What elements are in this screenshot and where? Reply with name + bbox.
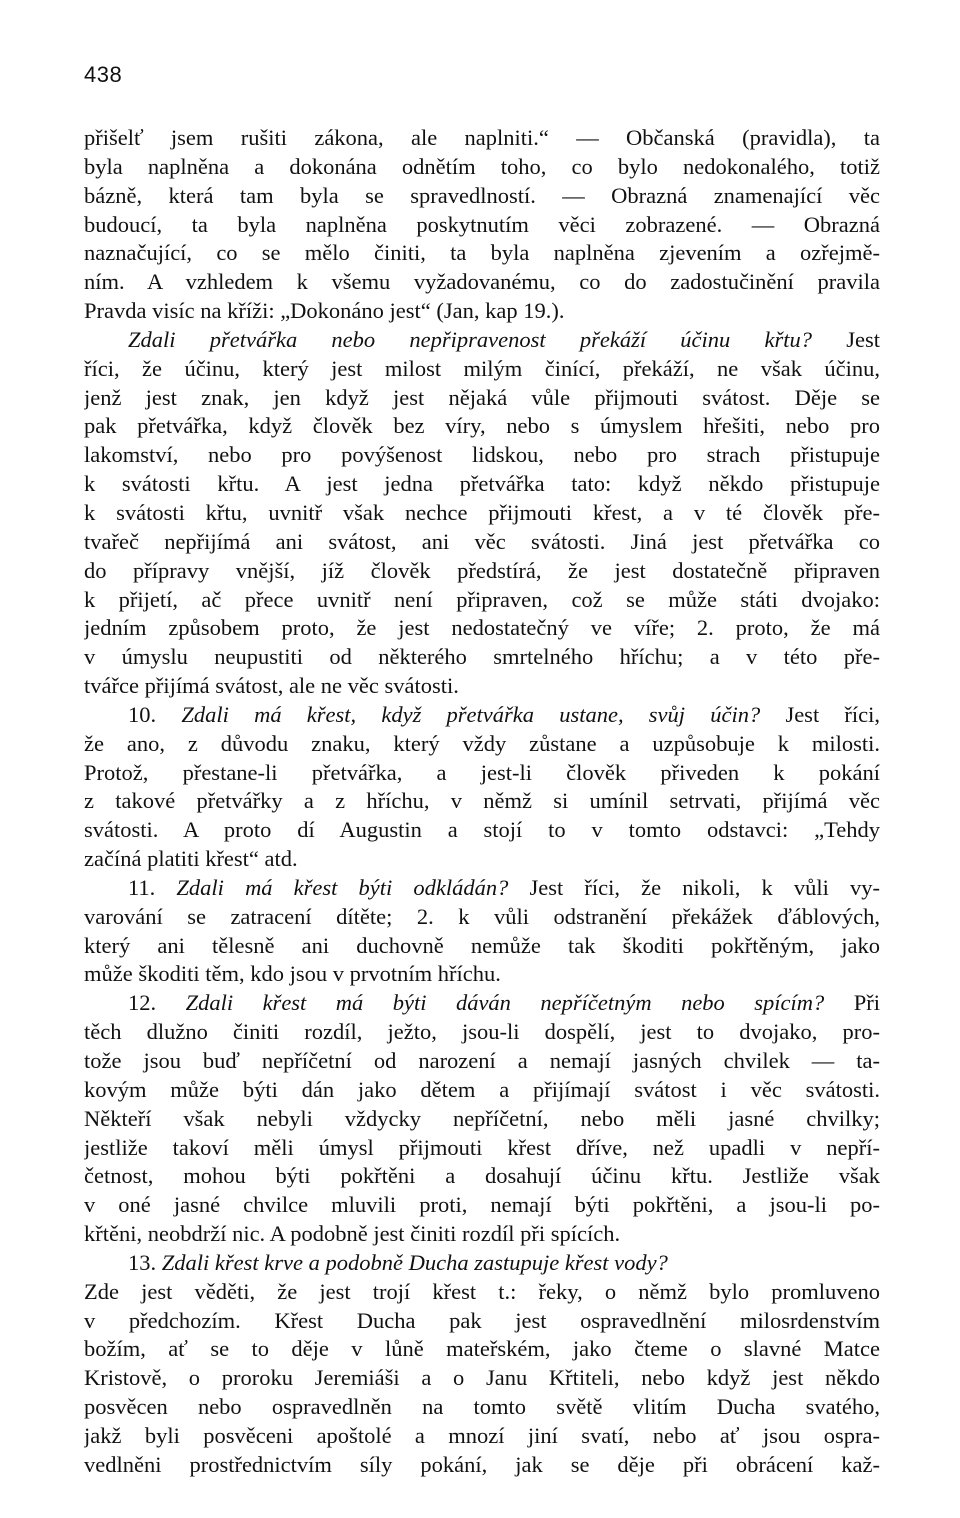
- text-line: [84, 124, 880, 153]
- line-text: Jest: [812, 326, 880, 352]
- line-text: Pravda visíc na kříži: „Dokonáno jest“ (Jan, kap 19.).: [84, 298, 565, 324]
- line-text: Při: [824, 990, 880, 1016]
- section-number: 12.: [128, 990, 186, 1016]
- text-line: [84, 1220, 880, 1249]
- line-text: který ani tělesně ani duchovně nemůže tak škoditi pokřtěným, jako: [84, 932, 880, 958]
- text-line: [84, 1364, 880, 1393]
- text-line: [84, 730, 880, 759]
- section-question: Zdali má křest býti odkládán?: [176, 874, 509, 900]
- line-text: tvařeč nepřijímá ani svátost, ani věc svátosti. Jiná jest přetvářka co: [84, 528, 880, 554]
- page-number: 438: [84, 62, 123, 87]
- text-line: [84, 960, 880, 989]
- line-text: varování se zatracení dítěte; 2. k vůli odstranění překážek ďáblových,: [84, 903, 880, 929]
- line-text: jestliže takoví měli úmysl přijmouti křest dříve, než upadli v nepří-: [84, 1134, 880, 1160]
- text-line: [84, 557, 880, 586]
- line-text: svátosti. A proto dí Augustin a stojí to v tomto odstavci: „Tehdy: [84, 817, 880, 843]
- line-text: k svátosti křtu, uvnitř však nechce přijmouti křest, a v té člověk pře-: [84, 499, 880, 525]
- line-text: vedlněni prostřednictvím síly pokání, jak se děje při obrácení kaž-: [84, 1451, 880, 1477]
- text-line: [84, 470, 880, 499]
- line-text: začíná platiti křest“ atd.: [84, 846, 298, 872]
- line-text: těch dlužno činiti rozdíl, ježto, jsou-li dospělí, jest to dvojako, pro-: [84, 1019, 880, 1045]
- line-text: tvářce přijímá svátost, ale ne věc svátosti.: [84, 673, 459, 699]
- text-line: [84, 787, 880, 816]
- body-text: [84, 124, 880, 1480]
- section-number: 10.: [128, 701, 182, 727]
- section-number: 11.: [128, 874, 177, 900]
- line-text: z takové přetvářky a z hříchu, v němž si umínil setrvati, přijímá věc: [84, 788, 880, 814]
- line-text: může škoditi těm, kdo jsou v prvotním hříchu.: [84, 961, 501, 987]
- line-text: Jest říci,: [760, 701, 880, 727]
- text-line: [84, 989, 880, 1018]
- line-text: Jest říci, že nikoli, k vůli vy-: [508, 874, 880, 900]
- line-text: k přijetí, ač přece uvnitř není připraven, což se může státi dvojako:: [84, 586, 880, 612]
- text-line: [84, 1335, 880, 1364]
- line-text: v oné jasné chvilce mluvili proti, nemají býti pokřtěni, a jsou-li po-: [84, 1192, 880, 1218]
- line-text: že ano, z důvodu znaku, který vždy zůstane a uzpůsobuje k milosti.: [84, 730, 880, 756]
- line-text: božím, ať se to děje v lůně mateřském, jako čteme o slavné Matce: [84, 1336, 880, 1362]
- line-text: k svátosti křtu. A jest jedna přetvářka tato: když někdo přistupuje: [84, 471, 880, 497]
- line-text: jedním způsobem proto, že jest nedostatečný ve víře; 2. proto, že má: [84, 615, 880, 641]
- text-line: [84, 845, 880, 874]
- text-line: [84, 614, 880, 643]
- line-text: naznačující, co se mělo činiti, ta byla naplněna zjevením a ozřejmě-: [84, 240, 880, 266]
- text-line: [84, 412, 880, 441]
- text-line: [84, 211, 880, 240]
- text-line: [84, 384, 880, 413]
- text-line: [84, 528, 880, 557]
- line-text: tože jsou buď nepříčetní od narození a nemají jasných chvilek — ta-: [84, 1048, 880, 1073]
- line-text: četnost, mohou býti pokřtěni a dosahují účinu křtu. Jestliže však: [84, 1163, 880, 1189]
- section-question: Zdali křest krve a podobně Ducha zastupuje křest vody?: [161, 1249, 668, 1275]
- text-line: [84, 1018, 880, 1047]
- text-line: [84, 1249, 880, 1278]
- line-text: pak přetvářka, když člověk bez víry, nebo s úmyslem hřešiti, nebo pro: [84, 413, 880, 439]
- line-text: byla naplněna a dokonána odnětím toho, co bylo nedokonalého, totiž: [84, 153, 880, 179]
- section-question: Zdali má křest, když přetvářka ustane, svůj účin?: [181, 701, 761, 727]
- line-text: posvěcen nebo ospravedlněn na tomto světě vlitím Ducha svatého,: [84, 1394, 880, 1420]
- text-line: [84, 903, 880, 932]
- text-line: [84, 1278, 880, 1307]
- line-text: křtěni, neobdrží nic. A podobně jest činiti rozdíl při spících.: [84, 1221, 621, 1247]
- line-text: Někteří však nebyli vždycky nepříčetní, nebo měli jasné chvilky;: [84, 1105, 880, 1131]
- line-text: bázně, která tam byla se spravedlností. — Obrazná znamenající věc: [84, 182, 880, 208]
- text-line: [84, 672, 880, 701]
- text-line: [84, 643, 880, 672]
- line-text: Zde jest věděti, že jest trojí křest t.: řeky, o němž bylo promluveno: [84, 1278, 880, 1304]
- text-line: [84, 1307, 880, 1336]
- text-line: [84, 1134, 880, 1163]
- section-number: 13.: [128, 1249, 162, 1275]
- text-line: [84, 239, 880, 268]
- text-line: [84, 1076, 880, 1105]
- text-line: [84, 816, 880, 845]
- line-text: Kristově, o proroku Jeremiáši a o Janu Křtiteli, nebo když jest někdo: [84, 1365, 880, 1391]
- text-line: [84, 874, 880, 903]
- text-line: [84, 586, 880, 615]
- text-line: [84, 1162, 880, 1191]
- line-text: kovým může býti dán jako dětem a přijímají svátost i věc svátosti.: [84, 1076, 880, 1102]
- line-text: do přípravy vnější, jíž člověk předstírá, že jest dostatečně připraven: [84, 557, 880, 583]
- text-line: [84, 326, 880, 355]
- text-line: [84, 297, 880, 326]
- text-line: [84, 1191, 880, 1220]
- section-question: Zdali křest má býti dáván nepříčetným nebo spícím?: [185, 990, 825, 1016]
- line-text: lakomství, nebo pro povýšenost lidskou, nebo pro strach přistupuje: [84, 442, 880, 468]
- line-text: říci, že účinu, který jest milost milým činící, překáží, ne však účinu,: [84, 355, 880, 381]
- line-text: jakž byli posvěceni apoštolé a mnozí jiní svatí, nebo ať jsou ospra-: [84, 1422, 880, 1448]
- text-line: [84, 268, 880, 297]
- text-line: [84, 1422, 880, 1451]
- text-line: [84, 355, 880, 384]
- text-line: [84, 1047, 880, 1076]
- text-line: [84, 441, 880, 470]
- text-line: [84, 1393, 880, 1422]
- line-text: v předchozím. Křest Ducha pak jest ospravedlnění milosrdenstvím: [84, 1307, 880, 1333]
- text-line: [84, 499, 880, 528]
- line-text: přišelť jsem rušiti zákona, ale naplniti.“ — Občanská (pravidla), ta: [84, 125, 880, 150]
- text-line: [84, 759, 880, 788]
- text-line: [84, 1451, 880, 1480]
- line-text: budoucí, ta byla naplněna poskytnutím věci zobrazené. — Obrazná: [84, 211, 880, 237]
- text-line: [84, 932, 880, 961]
- line-text: ním. A vzhledem k všemu vyžadovanému, co do zadostučinění pravila: [84, 269, 880, 295]
- text-line: [84, 1105, 880, 1134]
- line-text: jenž jest znak, jen když jest nějaká vůle přijmouti svátost. Děje se: [84, 384, 880, 410]
- line-text: Protož, přestane-li přetvářka, a jest-li člověk přiveden k pokání: [84, 759, 880, 785]
- text-line: [84, 182, 880, 211]
- line-text: v úmyslu neupustiti od některého smrtelného hříchu; a v této pře-: [84, 644, 880, 670]
- text-line: [84, 701, 880, 730]
- text-line: [84, 153, 880, 182]
- section-question: Zdali přetvářka nebo nepřipravenost překáží účinu křtu?: [128, 326, 813, 352]
